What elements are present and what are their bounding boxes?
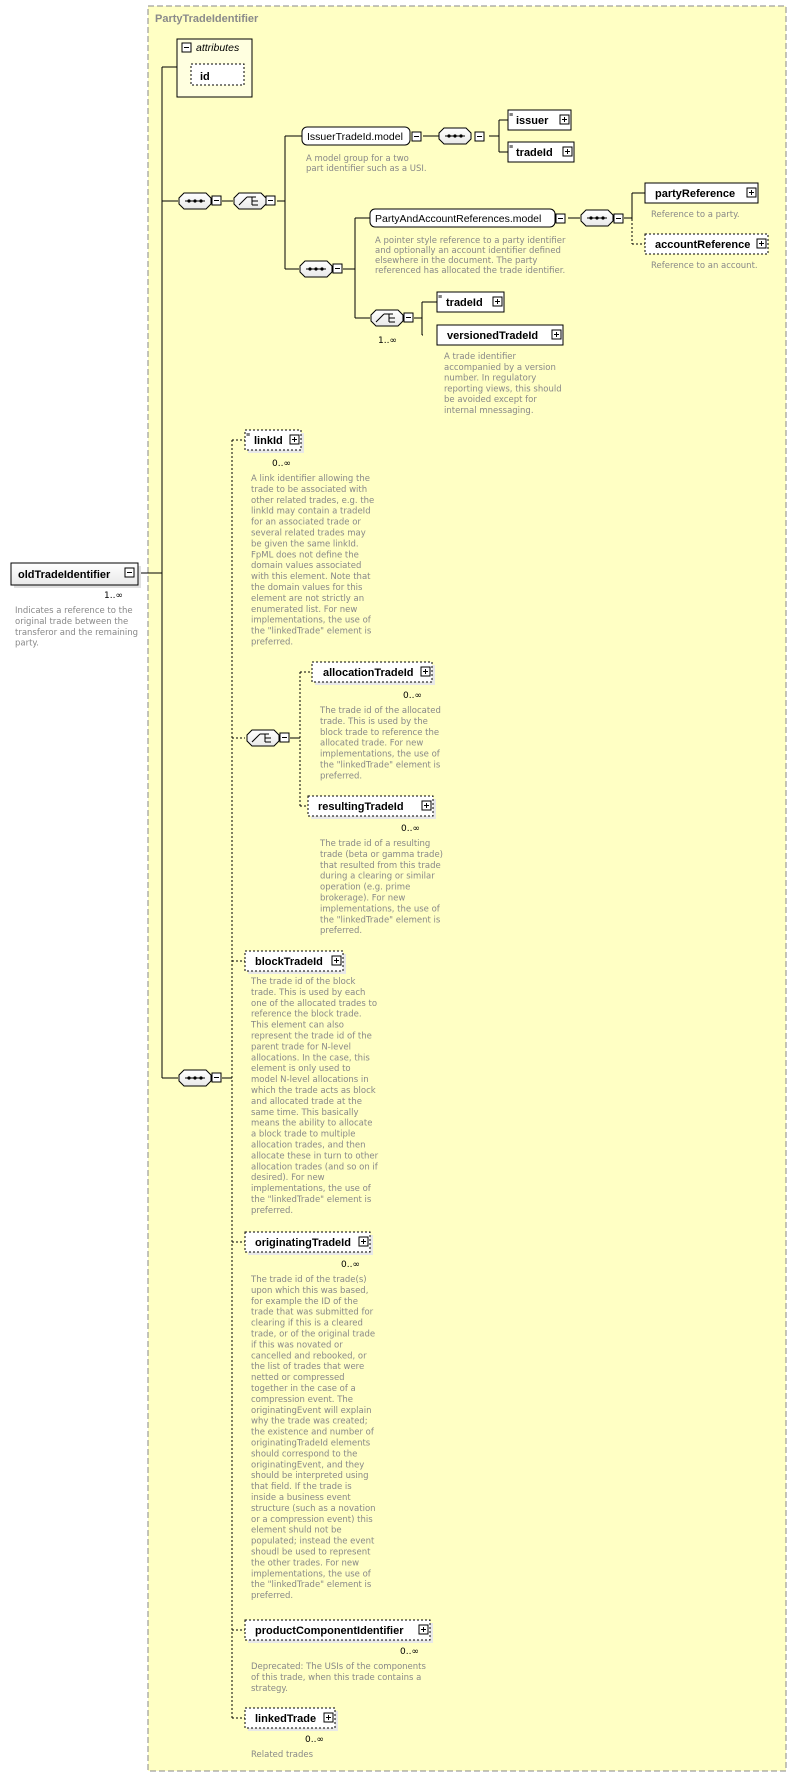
element-block-trade-id[interactable]: [245, 951, 346, 974]
block-trade-id-doc-line: reference the block trade.: [251, 1009, 362, 1020]
svg-text:accountReference: accountReference: [655, 239, 751, 251]
block-trade-id-doc-line: allocations. In the case, this: [251, 1053, 370, 1064]
originating-trade-id-doc-line: cancelled and rebooked, or: [251, 1351, 367, 1362]
link-id-doc-line: for an associated trade or: [251, 517, 361, 528]
attributes-title: attributes: [196, 42, 240, 54]
block-trade-id-doc-line: allocation trades (and so on if: [251, 1162, 378, 1173]
originating-trade-id-doc-line: trade, or of the original trade: [251, 1329, 376, 1340]
svg-text:resultingTradeId: resultingTradeId: [318, 801, 404, 813]
root-cardinality: 1..∞: [104, 591, 123, 601]
originating-trade-id-doc-line: if this was novated or: [251, 1340, 343, 1351]
link-id-doc-line: trade to be associated with: [251, 484, 368, 495]
party-model-doc-3: referenced has allocated the trade identifier.: [375, 266, 566, 276]
product-component-identifier-doc-line: strategy.: [251, 1683, 288, 1694]
resulting-trade-id-doc-line: that resulted from this trade: [320, 860, 441, 871]
block-trade-id-doc-line: means the ability to allocate: [251, 1118, 373, 1129]
originating-trade-id-cardinality: 0..∞: [341, 1260, 360, 1270]
element-old-trade-identifier[interactable]: [11, 563, 141, 588]
block-trade-id-doc-line: same time. This basically: [251, 1107, 359, 1118]
block-trade-id-doc-line: the "linkedTrade" element is: [251, 1195, 372, 1205]
element-tradeid[interactable]: [437, 292, 504, 312]
link-id-doc-line: other related trades, e.g. the: [251, 495, 375, 506]
allocation-trade-id-doc-line: trade. This is used by the: [320, 716, 428, 727]
block-trade-id-doc-line: implementations, the use of: [251, 1184, 371, 1195]
originating-trade-id-doc-line: shoudl be used to represent: [251, 1547, 371, 1558]
party-model-doc-0: A pointer style reference to a party identifier: [375, 236, 566, 246]
element-tradeid-issuer[interactable]: [508, 142, 574, 162]
allocation-trade-id-cardinality: 0..∞: [403, 691, 422, 701]
link-id-doc-line: preferred.: [251, 637, 294, 648]
svg-text:tradeId: tradeId: [516, 147, 553, 159]
party-model-doc-1: and optionally an account identifier defined: [375, 246, 561, 256]
root-doc-line: original trade between the: [15, 616, 129, 627]
svg-text:tradeId: tradeId: [446, 297, 483, 309]
originating-trade-id-doc-line: netted or compressed: [251, 1373, 345, 1384]
versioned-trade-id-doc-line: be avoided except for: [444, 395, 537, 406]
originating-trade-id-doc-line: or a compression event) this: [251, 1514, 373, 1525]
svg-text:issuer: issuer: [516, 115, 549, 127]
link-id-doc-line: the domain values for this: [251, 583, 363, 593]
originating-trade-id-doc-line: clearing if this is a cleared: [251, 1318, 363, 1329]
svg-text:oldTradeIdentifier: oldTradeIdentifier: [18, 569, 111, 581]
party-account-references-model[interactable]: [370, 209, 565, 227]
root-doc-line: transferor and the remaining: [15, 627, 139, 638]
block-trade-id-doc-line: allocate these in turn to other: [251, 1151, 379, 1162]
originating-trade-id-doc-line: the list of trades that were: [251, 1362, 365, 1373]
link-id-doc-line: be given the same linkId.: [251, 539, 359, 550]
block-trade-id-doc-line: trade. This is used by each: [251, 987, 366, 998]
allocation-trade-id-doc-line: allocated trade. For new: [320, 738, 424, 749]
product-component-identifier-doc-line: of this trade, when this trade contains a: [251, 1672, 422, 1683]
element-party-reference[interactable]: [645, 183, 758, 203]
originating-trade-id-doc-line: should correspond to the: [251, 1449, 358, 1460]
svg-text:productComponentIdentifier: productComponentIdentifier: [255, 1625, 404, 1637]
originating-trade-id-doc: [250, 1275, 376, 1601]
svg-text:≡: ≡: [246, 432, 251, 439]
resulting-trade-id-doc-line: The trade id of a resulting: [320, 839, 431, 849]
block-trade-id-doc-line: one of the allocated trades to: [251, 998, 378, 1009]
product-component-identifier-cardinality: 0..∞: [400, 1647, 419, 1657]
block-trade-id-doc-line: element is only used to: [251, 1064, 351, 1075]
versioned-trade-id-doc-line: A trade identifier: [444, 352, 517, 362]
element-issuer[interactable]: [508, 110, 571, 130]
originating-trade-id-doc-line: originatingEvent will explain: [251, 1405, 372, 1416]
block-trade-id-doc-line: parent trade for N-level: [251, 1042, 351, 1053]
allocation-trade-id-doc-line: The trade id of the allocated: [320, 706, 441, 716]
product-component-identifier-doc-line: Deprecated: The USIs of the components: [251, 1662, 426, 1672]
originating-trade-id-doc-line: originatingTradeId elements: [251, 1438, 371, 1449]
block-trade-id-doc-line: and allocated trade at the: [251, 1096, 362, 1107]
svg-text:≡: ≡: [509, 144, 514, 151]
svg-text:≡: ≡: [438, 294, 443, 301]
block-trade-id-doc-line: model N-level allocations in: [251, 1075, 369, 1086]
block-trade-id-doc-line: which the trade acts as block: [251, 1086, 376, 1096]
element-resulting-trade-id[interactable]: [308, 796, 436, 819]
block-trade-id-doc-line: allocation trades, and then: [251, 1140, 366, 1151]
link-id-doc-line: A link identifier allowing the: [251, 474, 370, 484]
svg-text:originatingTradeId: originatingTradeId: [255, 1237, 351, 1249]
element-originating-trade-id[interactable]: [245, 1232, 373, 1255]
originating-trade-id-doc-line: the "linkedTrade" element is: [251, 1580, 372, 1591]
originating-trade-id-doc-line: the other trades. For new: [251, 1558, 360, 1569]
originating-trade-id-doc-line: compression event. The: [251, 1394, 354, 1405]
resulting-trade-id-doc-line: the "linkedTrade" element is: [320, 915, 441, 926]
originating-trade-id-doc-line: that field. If the trade is: [251, 1482, 352, 1493]
attributes-box: [177, 39, 252, 97]
link-id-doc-line: element are not strictly an: [251, 593, 365, 604]
svg-text:linkId: linkId: [254, 435, 283, 447]
linked-trade-cardinality: 0..∞: [305, 1735, 324, 1745]
link-id-doc-line: enumerated list. For new: [251, 604, 358, 615]
link-id-doc-line: FpML does not define the: [251, 550, 359, 561]
originating-trade-id-doc-line: for example the ID of the: [251, 1296, 358, 1307]
element-linked-trade[interactable]: [245, 1708, 338, 1731]
link-id-doc-line: linkId may contain a tradeId: [251, 506, 371, 517]
svg-text:partyReference: partyReference: [655, 188, 736, 200]
svg-text:IssuerTradeId.model: IssuerTradeId.model: [307, 131, 403, 143]
versioned-trade-id-doc-line: accompanied by a version: [444, 362, 556, 373]
originating-trade-id-doc-line: inside a business event: [251, 1493, 351, 1503]
versioned-trade-id-doc-line: reporting views, this should: [444, 384, 562, 395]
originating-trade-id-doc-line: the existence and number of: [251, 1427, 374, 1438]
trade-choice-cardinality: 1..∞: [378, 336, 397, 346]
element-link-id[interactable]: [245, 430, 304, 453]
resulting-trade-id-doc-line: operation (e.g. prime: [320, 882, 411, 893]
element-account-reference[interactable]: [645, 234, 768, 254]
link-id-doc-line: domain values associated: [251, 561, 362, 572]
link-id-doc-line: implementations, the use of: [251, 615, 371, 626]
party-reference-doc: Reference to a party.: [651, 210, 740, 220]
block-trade-id-doc-line: represent the trade id of the: [251, 1031, 372, 1042]
attribute-id: id: [200, 71, 210, 83]
originating-trade-id-doc-line: originatingEvent, and they: [251, 1460, 365, 1471]
resulting-trade-id-doc-line: trade (beta or gamma trade): [320, 849, 443, 860]
linked-trade-doc: Related trades: [251, 1750, 314, 1760]
block-trade-id-doc-line: preferred.: [251, 1205, 294, 1216]
resulting-trade-id-doc-line: during a clearing or similar: [320, 871, 435, 882]
versioned-trade-id-doc-line: internal mnessaging.: [444, 406, 534, 416]
link-id-cardinality: 0..∞: [272, 459, 291, 469]
link-id-doc: [251, 474, 374, 648]
svg-text:linkedTrade: linkedTrade: [255, 1713, 317, 1725]
link-id-doc-line: the "linkedTrade" element is: [251, 626, 372, 637]
svg-text:≡: ≡: [509, 112, 514, 119]
issuer-tradeid-model[interactable]: [302, 127, 421, 145]
resulting-trade-id-doc-line: implementations, the use of: [320, 904, 440, 915]
allocation-trade-id-doc: [319, 706, 441, 781]
originating-trade-id-doc-line: upon which this was based,: [251, 1285, 369, 1296]
block-trade-id-doc-line: a block trade to multiple: [251, 1129, 356, 1140]
issuer-model-doc-0: A model group for a two: [306, 154, 409, 164]
svg-text:blockTradeId: blockTradeId: [255, 956, 323, 968]
originating-trade-id-doc-line: together in the case of a: [251, 1384, 356, 1394]
root-doc: [15, 606, 138, 649]
originating-trade-id-doc-line: populated; instead the event: [251, 1536, 375, 1547]
allocation-trade-id-doc-line: preferred.: [320, 771, 363, 782]
link-id-doc-line: several related trades may: [251, 528, 366, 539]
container-title: PartyTradeIdentifier: [155, 13, 259, 25]
resulting-trade-id-doc-line: preferred.: [320, 926, 363, 937]
svg-text:allocationTradeId: allocationTradeId: [323, 667, 414, 679]
originating-trade-id-doc-line: element shuld not be: [251, 1525, 342, 1536]
block-trade-id-doc-line: The trade id of the block: [251, 977, 356, 987]
originating-trade-id-doc-line: implementations, the use of: [251, 1569, 371, 1580]
block-trade-id-doc-line: desired). For new: [251, 1173, 325, 1184]
svg-text:versionedTradeId: versionedTradeId: [447, 330, 539, 342]
svg-text:PartyAndAccountReferences.mode: PartyAndAccountReferences.model: [375, 213, 542, 225]
originating-trade-id-doc-line: preferred.: [251, 1591, 294, 1602]
root-doc-line: Indicates a reference to the: [15, 606, 133, 616]
account-reference-doc: Reference to an account.: [651, 261, 758, 271]
originating-trade-id-doc-line: should be interpreted using: [251, 1471, 369, 1482]
originating-trade-id-doc-line: structure (such as a novation: [251, 1503, 376, 1514]
link-id-doc-line: with this element. Note that: [251, 572, 371, 583]
element-product-component-identifier[interactable]: [245, 1620, 433, 1643]
resulting-trade-id-cardinality: 0..∞: [401, 824, 420, 834]
allocation-trade-id-doc-line: the "linkedTrade" element is: [320, 760, 441, 771]
allocation-trade-id-doc-line: implementations, the use of: [320, 749, 440, 760]
element-allocation-trade-id[interactable]: [312, 662, 435, 685]
originating-trade-id-doc-line: trade that was submitted for: [251, 1307, 374, 1318]
versioned-trade-id-doc-line: number. In regulatory: [444, 373, 537, 384]
block-trade-id-doc-line: This element can also: [251, 1020, 344, 1031]
issuer-model-doc-1: part identifier such as a USI.: [306, 164, 427, 174]
resulting-trade-id-doc-line: brokerage). For new: [320, 893, 406, 904]
party-model-doc-2: elsewhere in the document. The party: [375, 256, 538, 266]
root-doc-line: party.: [15, 638, 39, 649]
allocation-trade-id-doc-line: block trade to reference the: [320, 727, 440, 738]
originating-trade-id-doc-line: why the trade was created;: [251, 1416, 368, 1427]
originating-trade-id-doc-line: The trade id of the trade(s): [251, 1275, 367, 1285]
element-versioned-trade-id[interactable]: [437, 325, 563, 345]
